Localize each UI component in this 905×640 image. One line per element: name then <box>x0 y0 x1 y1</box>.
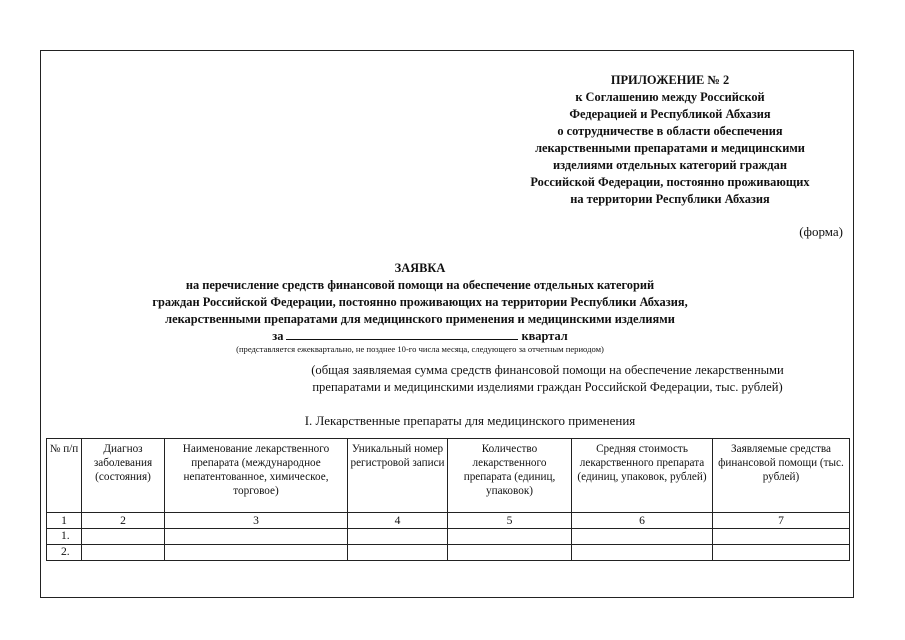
header-diagnosis: Диагноз заболевания (состояния) <box>82 439 165 513</box>
table-cell[interactable] <box>165 529 348 545</box>
table-cell[interactable] <box>713 545 850 561</box>
table-cell[interactable] <box>165 545 348 561</box>
header-average-cost: Средняя стоимость лекарственного препарата (единиц, упаковок, рублей) <box>572 439 713 513</box>
document-title <box>60 260 780 345</box>
header-number: № п/п <box>47 439 82 513</box>
table-cell[interactable] <box>572 529 713 545</box>
table-cell[interactable] <box>448 529 572 545</box>
column-number: 5 <box>448 513 572 529</box>
appendix-header <box>480 72 860 208</box>
period-line <box>60 328 780 345</box>
form-label: (форма) <box>799 224 843 239</box>
total-sum-line: (общая заявляемая сумма средств финансовой помощи на обеспечение лекарственными <box>311 363 784 377</box>
title-heading: ЗАЯВКА <box>394 261 446 275</box>
row-number: 1. <box>47 529 82 545</box>
period-prefix: за <box>272 329 284 343</box>
table-cell[interactable] <box>572 545 713 561</box>
table-cell[interactable] <box>348 529 448 545</box>
appendix-line: Федерацией и Республикой Абхазия <box>569 107 771 121</box>
appendix-line: изделиями отдельных категорий граждан <box>553 158 787 172</box>
period-suffix: квартал <box>521 329 568 343</box>
column-number: 4 <box>348 513 448 529</box>
table-cell[interactable] <box>82 529 165 545</box>
column-number: 2 <box>82 513 165 529</box>
period-note: (представляется ежеквартально, не позднее 10-го числа месяца, следующего за отчетным периодом) <box>236 344 604 354</box>
column-number: 7 <box>713 513 850 529</box>
table-cell[interactable] <box>713 529 850 545</box>
appendix-line: на территории Республики Абхазия <box>570 192 770 206</box>
header-drug-name: Наименование лекарственного препарата (международное непатентованное, химическое, торговое) <box>165 439 348 513</box>
header-requested-funds: Заявляемые средства финансовой помощи (тыс. рублей) <box>713 439 850 513</box>
column-number: 3 <box>165 513 348 529</box>
header-registry-number: Уникальный номер регистровой записи <box>348 439 448 513</box>
header-quantity: Количество лекарственного препарата (единиц, упаковок) <box>448 439 572 513</box>
table-row <box>47 529 850 545</box>
table-header-row <box>47 439 850 513</box>
column-number: 1 <box>47 513 82 529</box>
appendix-line: к Соглашению между Российской <box>575 90 765 104</box>
title-line: граждан Российской Федерации, постоянно проживающих на территории Республики Абхазия, <box>152 295 688 309</box>
title-line: лекарственными препаратами для медицинского применения и медицинскими изделиями <box>165 312 675 326</box>
appendix-line: ПРИЛОЖЕНИЕ № 2 <box>610 73 730 87</box>
table-row <box>47 545 850 561</box>
column-number: 6 <box>572 513 713 529</box>
appendix-line: лекарственными препаратами и медицинскими <box>535 141 805 155</box>
table-cell[interactable] <box>82 545 165 561</box>
total-sum-caption <box>250 362 845 396</box>
row-number: 2. <box>47 545 82 561</box>
appendix-line: Российской Федерации, постоянно проживающих <box>530 175 810 189</box>
title-line: на перечисление средств финансовой помощи на обеспечение отдельных категорий <box>185 278 655 292</box>
total-sum-line: препаратами и медицинскими изделиями граждан Российской Федерации, тыс. рублей) <box>312 380 783 394</box>
table-cell[interactable] <box>348 545 448 561</box>
column-number-row <box>47 513 850 529</box>
section-title: I. Лекарственные препараты для медицинского применения <box>304 413 636 428</box>
period-blank-field[interactable] <box>286 328 518 340</box>
appendix-line: о сотрудничестве в области обеспечения <box>557 124 783 138</box>
medicines-table <box>46 438 850 561</box>
table-cell[interactable] <box>448 545 572 561</box>
